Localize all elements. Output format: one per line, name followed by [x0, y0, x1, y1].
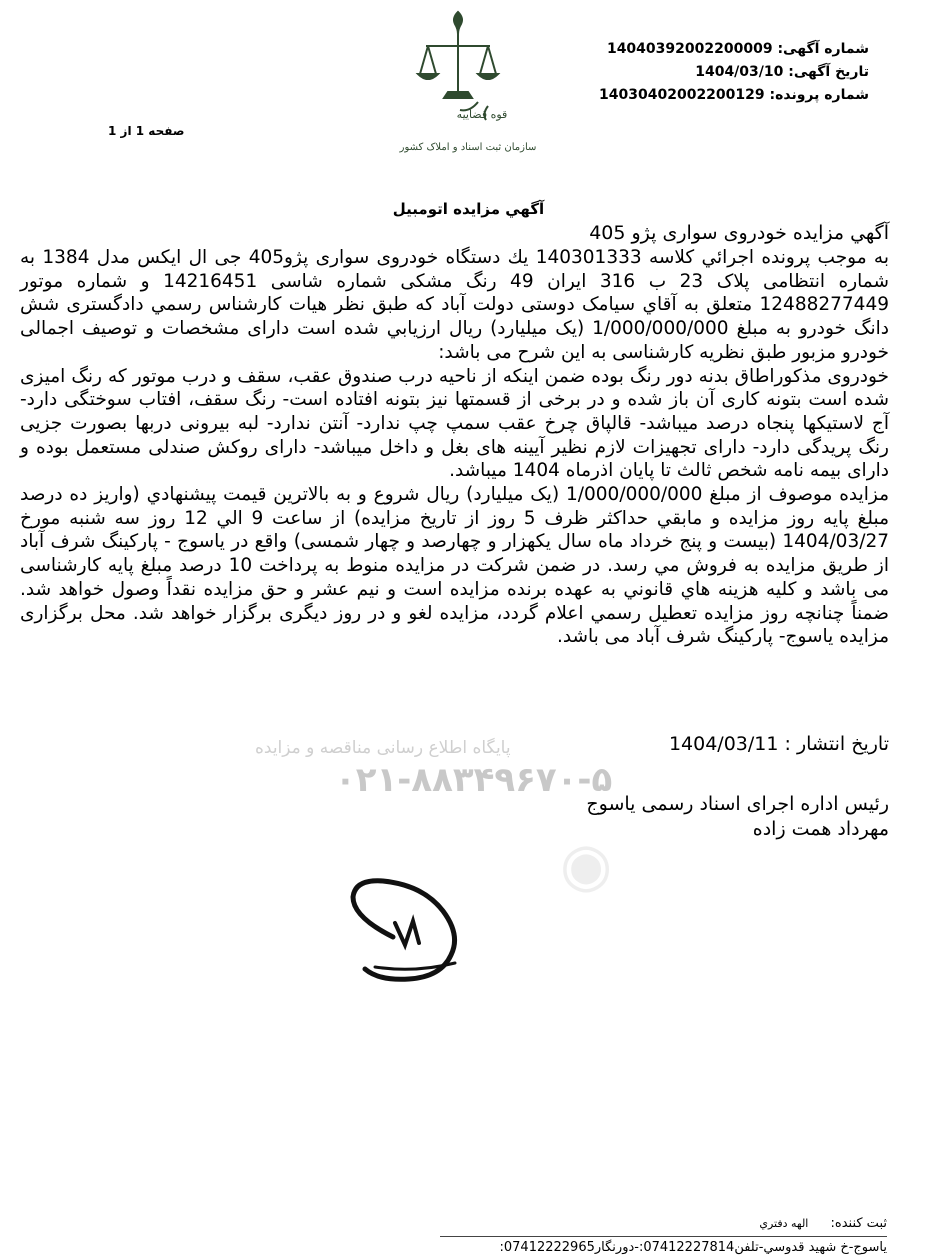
notice-metadata [539, 38, 869, 107]
watermark-logo: ◉ [560, 830, 613, 900]
paragraph-case-details: به موجب پرونده اجرائي كلاسه 140301333 يك دستگاه خودروی سواری پژو405 جی ال ایکس مدل 1384 به شماره انتظامی پلاک 23 ب 316 ایران 49 رنگ مشکی شماره شاسی 14216451 و شماره موتور 12488277449 متعلق به آقاي سیامک دوستی دولت آباد که طبق نظر هيات كارشناس رسمي دادگستری شش دانگ خودرو به مبلغ 1/000/000/000 (یک میلیارد) ريال ارزيابي شده است دارای مشخصات و توصيف اجمالی خودرو مزبور طبق نظريه كارشناسی به اين شرح می باشد: [20, 247, 889, 363]
file-number: 14030402002200129 [599, 87, 765, 103]
publish-date: 1404/03/11 [668, 733, 779, 755]
notice-body [20, 246, 889, 649]
signature [335, 875, 485, 995]
signatory-title: رئيس اداره اجرای اسناد رسمی یاسوج [586, 793, 889, 815]
file-number-row [539, 84, 869, 107]
file-number-label: شماره پرونده: [769, 87, 869, 103]
recorder-name: الهه دفتري [759, 1217, 809, 1230]
publish-date-row [669, 733, 889, 755]
emblem-text-registry: سازمان ثبت اسناد و املاک کشور [399, 142, 537, 153]
ad-date: 1404/03/10 [695, 64, 784, 80]
watermark-text: پایگاه اطلاع رسانی مناقصه و مزایده [255, 738, 511, 758]
ad-date-row [539, 61, 869, 84]
watermark-phone: ۰۲۱-۸۸۳۴۹۶۷۰-۵ [335, 760, 613, 800]
recorder-label: ثبت کننده: [830, 1216, 887, 1231]
ad-date-label: تاریخ آگهی: [788, 64, 869, 80]
page-title: آگهي مزايده اتومبيل [392, 200, 545, 218]
paragraph-vehicle-condition: خودروی مذکوراطاق بدنه دور رنگ بوده ضمن اینکه از ناحیه درب صندوق عقب، سقف و درب موتور که رنگ امیزی شده است بتونه کاری آن باز شده و در برخی از قسمتها نیز بتونه افتاده است- رنگ سقف، افتاب سوختگی دارد- آج لاستیکها پنجاه درصد میباشد- قالپاق چرخ عقب سمپ چپ ندارد- آنتن ندارد- لبه بیرونی دربها بصورت جزیی رنگ پریدگی دارد- دارای تجهیزات لازم نظیر آیینه های بغل و داخل میباشد- دارای روکش صندلی مستعمل بوده و دارای بیمه نامه شخص ثالث تا پایان اذرماه 1404 میباشد. [20, 365, 889, 482]
scales-of-justice-icon [378, 6, 538, 158]
notice-subtitle: آگهي مزايده خودروی سواری پژو 405 [589, 222, 889, 244]
signatory-name: مهرداد همت زاده [752, 818, 889, 840]
recorder-row [759, 1216, 887, 1231]
page-number: صفحه 1 از 1 [108, 124, 185, 138]
emblem-text-judiciary: قوه قضاییه [456, 108, 508, 121]
ad-number-row [539, 38, 869, 61]
publish-date-label: تاريخ انتشار : [784, 733, 889, 755]
footer-address: یاسوج-خ شهید قدوسي-تلفن07412227814:-دورنگار07412222965: [440, 1236, 887, 1255]
paragraph-auction-terms: مزايده موصوف از مبلغ 1/000/000/000 (یک میلیارد) ريال شروع و به بالاترين قيمت پيشنهادي (واريز ده درصد مبلغ پايه روز مزايده و مابقي حداكثر ظرف 5 روز از تاريخ مزايده) از ساعت 9 الي 12 روز سه شنبه مورخ 1404/03/27 (بیست و پنج خرداد ماه سال یکهزار و چهارصد و چهار شمسی) واقع در یاسوج - پارکینگ شرف آباد از طريق مزايده به فروش مي رسد. در ضمن شرکت در مزایده منوط به پرداخت 10 درصد مبلغ پایه کارشناسی می باشد و كليه هزينه هاي قانوني به عهده برنده مزايده است و نيم عشر و حق مزايده نقداً وصول خواهد شد. ضمناً چنانچه روز مزايده تعطيل رسمي اعلام گردد، مزايده لغو و در روز دیگری برگزار خواهد شد. محل برگزاری مزایده یاسوج- پارکینگ شرف آباد می باشد. [20, 484, 890, 648]
ad-number-label: شماره آگهی: [777, 41, 869, 57]
ad-number: 14040392002200009 [606, 41, 773, 57]
